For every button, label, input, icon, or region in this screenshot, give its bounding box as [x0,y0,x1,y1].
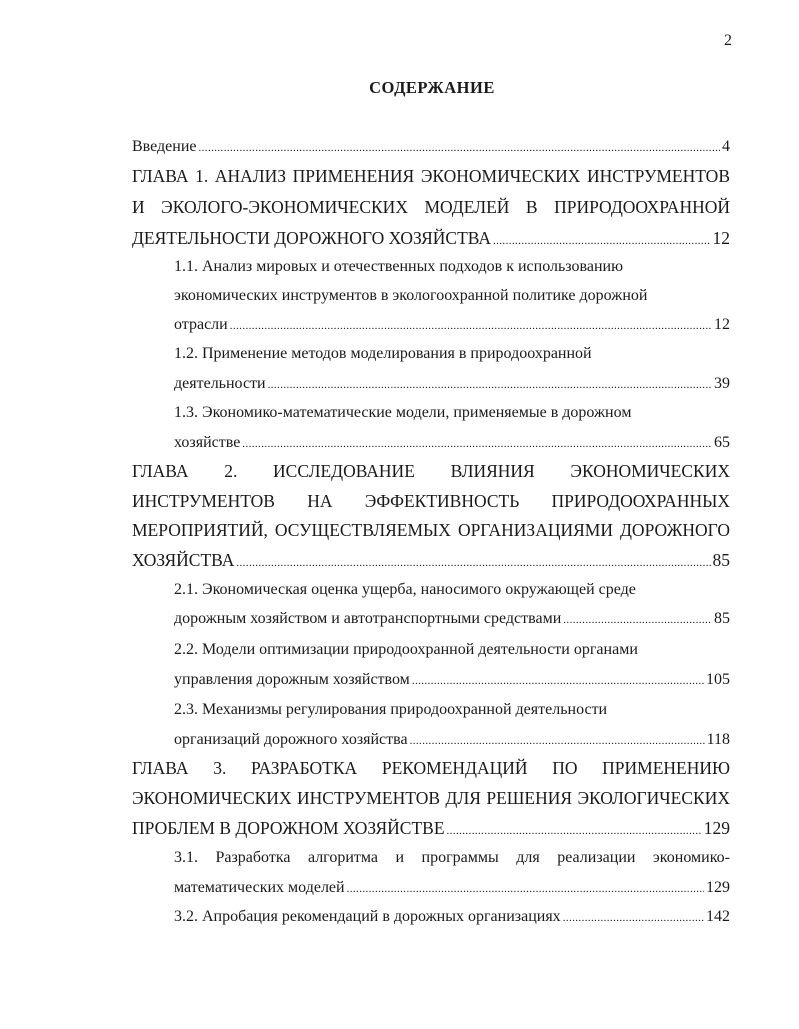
toc-section-1-2-line-1: 1.2. Применение методов моделирования в природоохранной [174,345,592,362]
dot-leader [268,375,712,395]
toc-entry-text: Введение [132,138,197,155]
dot-leader [493,231,711,251]
toc-section-3-2-line-1 [174,907,730,928]
toc-entry-text: организаций дорожного хозяйства [174,731,408,748]
toc-page-number: 65 [714,434,730,451]
toc-entry-text: управления дорожным хозяйством [174,671,410,688]
toc-page-number: 142 [706,908,730,925]
toc-entry-text: деятельности [174,375,266,392]
toc-chapter-2-line-4 [132,550,730,573]
dot-leader [236,553,710,573]
toc-entry-text: дорожным хозяйством и автотранспортными средствами [174,610,562,627]
toc-section-1-2-line-2 [174,374,730,395]
dot-leader [412,671,704,691]
toc-page-number: 12 [712,228,730,248]
toc-page-number: 129 [703,818,730,838]
dot-leader [347,879,704,899]
toc-page-number: 39 [714,375,730,392]
toc-entry-text: ПРОБЛЕМ В ДОРОЖНОМ ХОЗЯЙСТВЕ [132,818,445,838]
dot-leader [410,731,705,751]
toc-entry-text: ДЕЯТЕЛЬНОСТИ ДОРОЖНОГО ХОЗЯЙСТВА [132,228,491,248]
toc-page-number: 105 [706,671,730,688]
toc-chapter-3-line-3 [132,818,730,841]
toc-page-number: 118 [706,731,730,748]
toc-section-2-1-line-2 [174,609,730,630]
toc-chapter-1-line-2: И ЭКОЛОГО-ЭКОНОМИЧЕСКИХ МОДЕЛЕЙ В ПРИРОДООХРАННОЙ [132,197,730,217]
toc-chapter-2-line-2: ИНСТРУМЕНТОВ НА ЭФФЕКТИВНОСТЬ ПРИРОДООХРАННЫХ [132,491,730,511]
toc-page-number: 85 [712,550,730,570]
toc-page-number: 12 [714,316,730,333]
dot-leader [563,610,712,630]
toc-entry-text: хозяйстве [174,434,241,451]
page-number: 2 [724,32,732,49]
toc-entry-intro [132,137,730,158]
toc-chapter-3-line-1: ГЛАВА 3. РАЗРАБОТКА РЕКОМЕНДАЦИЙ ПО ПРИМЕНЕНИЮ [132,758,730,778]
toc-entry-text: 3.2. Апробация рекомендаций в дорожных организациях [174,908,561,925]
toc-entry-text: отрасли [174,316,228,333]
dot-leader [563,908,704,928]
dot-leader [230,316,712,336]
toc-section-3-1-line-1: 3.1. Разработка алгоритма и программы для реализации экономико- [174,849,730,866]
toc-section-1-3-line-1: 1.3. Экономико-математические модели, применяемые в дорожном [174,404,632,421]
page-title: СОДЕРЖАНИЕ [369,78,495,97]
toc-chapter-2-line-1: ГЛАВА 2. ИССЛЕДОВАНИЕ ВЛИЯНИЯ ЭКОНОМИЧЕСКИХ [132,461,730,481]
toc-section-1-3-line-2 [174,433,730,454]
toc-section-2-2-line-1: 2.2. Модели оптимизации природоохранной деятельности органами [174,641,638,658]
dot-leader [199,138,721,158]
toc-entry-text: ХОЗЯЙСТВА [132,550,235,570]
toc-page-number: 4 [722,138,730,155]
toc-section-1-1-line-2: экономических инструментов в экологоохранной политике дорожной [174,287,648,304]
toc-section-3-1-line-2 [174,878,730,899]
toc-chapter-1-line-3 [132,228,730,251]
toc-section-1-1-line-3 [174,315,730,336]
toc-page-number: 85 [714,610,730,627]
dot-leader [242,434,712,454]
toc-section-2-3-line-1: 2.3. Механизмы регулирования природоохранной деятельности [174,701,608,718]
toc-chapter-2-line-3: МЕРОПРИЯТИЙ, ОСУЩЕСТВЛЯЕМЫХ ОРГАНИЗАЦИЯМИ ДОРОЖНОГО [132,520,730,540]
toc-entry-text: математических моделей [174,879,345,896]
toc-section-2-2-line-2 [174,670,730,691]
toc-section-1-1-line-1: 1.1. Анализ мировых и отечественных подходов к использованию [174,258,624,275]
toc-section-2-3-line-2 [174,730,730,751]
toc-chapter-3-line-2: ЭКОНОМИЧЕСКИХ ИНСТРУМЕНТОВ ДЛЯ РЕШЕНИЯ ЭКОЛОГИЧЕСКИХ [132,788,730,808]
toc-chapter-1-line-1: ГЛАВА 1. АНАЛИЗ ПРИМЕНЕНИЯ ЭКОНОМИЧЕСКИХ ИНСТРУМЕНТОВ [132,166,730,186]
dot-leader [447,821,702,841]
toc-page-number: 129 [706,879,730,896]
toc-section-2-1-line-1: 2.1. Экономическая оценка ущерба, наносимого окружающей среде [174,581,636,598]
